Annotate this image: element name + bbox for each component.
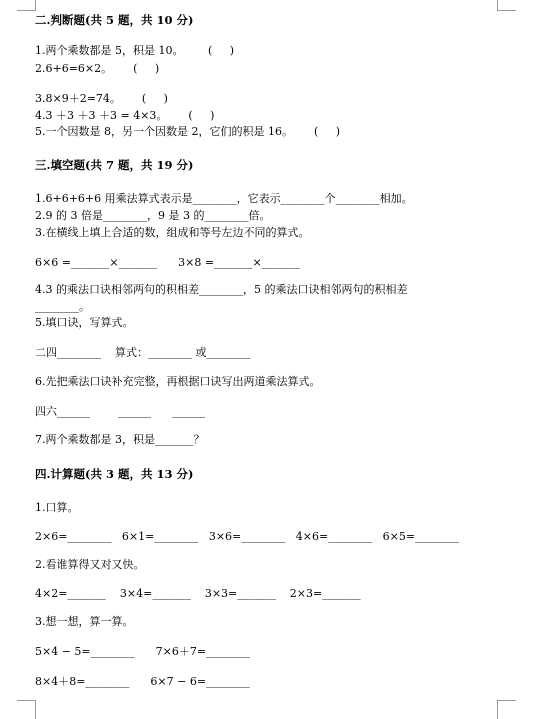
question-line: 3.想一想，算一算。 <box>35 615 134 628</box>
question-line: 6×6 =_______×_______ 3×8 =_______×_______ <box>35 256 301 269</box>
question-line: 4.3 ＋3 ＋3 ＋3 = 4×3。 ( ) <box>35 109 215 122</box>
question-line: 8×4＋8=________ 6×7 − 6=________ <box>35 675 251 688</box>
corner-crop-mark <box>497 700 516 719</box>
question-line: 3.在横线上填上合适的数，组成和等号左边不同的算式。 <box>35 226 310 239</box>
question-line: 3.8×9＋2=74。 ( ) <box>35 92 168 105</box>
corner-crop-mark <box>17 700 36 719</box>
question-line: 1.口算。 <box>35 501 79 514</box>
section-heading-calculation: 四.计算题(共 3 题，共 13 分) <box>35 467 194 481</box>
question-line: 2.看谁算得又对又快。 <box>35 558 145 571</box>
question-line: 2.6+6=6×2。 ( ) <box>35 62 160 75</box>
question-line: 2.9 的 3 倍是________，9 是 3 的________倍。 <box>35 209 271 222</box>
question-line: ________。 <box>35 300 90 313</box>
question-line: 1.6+6+6+6 用乘法算式表示是________，它表示________个________相加。 <box>35 192 413 205</box>
question-line: 4×2=_______ 3×4=_______ 3×3=_______ 2×3=_______ <box>35 587 361 600</box>
question-line: 2×6=________ 6×1=________ 3×6=________ 4×6=________ 6×5=________ <box>35 530 460 543</box>
section-heading-fill-blank: 三.填空题(共 7 题，共 19 分) <box>35 158 194 172</box>
question-line: 7.两个乘数都是 3，积是_______？ <box>35 433 205 446</box>
question-line: 4.3 的乘法口诀相邻两句的积相差________，5 的乘法口诀相邻两句的积相差 <box>35 283 408 296</box>
section-heading-true-false: 二.判断题(共 5 题，共 10 分) <box>35 13 194 27</box>
question-line: 1.两个乘数都是 5，积是 10。 ( ) <box>35 44 235 57</box>
question-line: 5×4 − 5=________ 7×6＋7=________ <box>35 645 251 658</box>
question-line: 5.填口诀，写算式。 <box>35 316 134 329</box>
corner-crop-mark <box>17 0 36 11</box>
question-line: 6.先把乘法口诀补充完整，再根据口诀写出两道乘法算式。 <box>35 375 321 388</box>
question-line: 二四________ 算式：________ 或________ <box>35 346 251 359</box>
question-line: 四六______ ______ ______ <box>35 405 205 418</box>
corner-crop-mark <box>497 0 516 11</box>
question-line: 5.一个因数是 8，另一个因数是 2，它们的积是 16。 ( ) <box>35 125 341 138</box>
